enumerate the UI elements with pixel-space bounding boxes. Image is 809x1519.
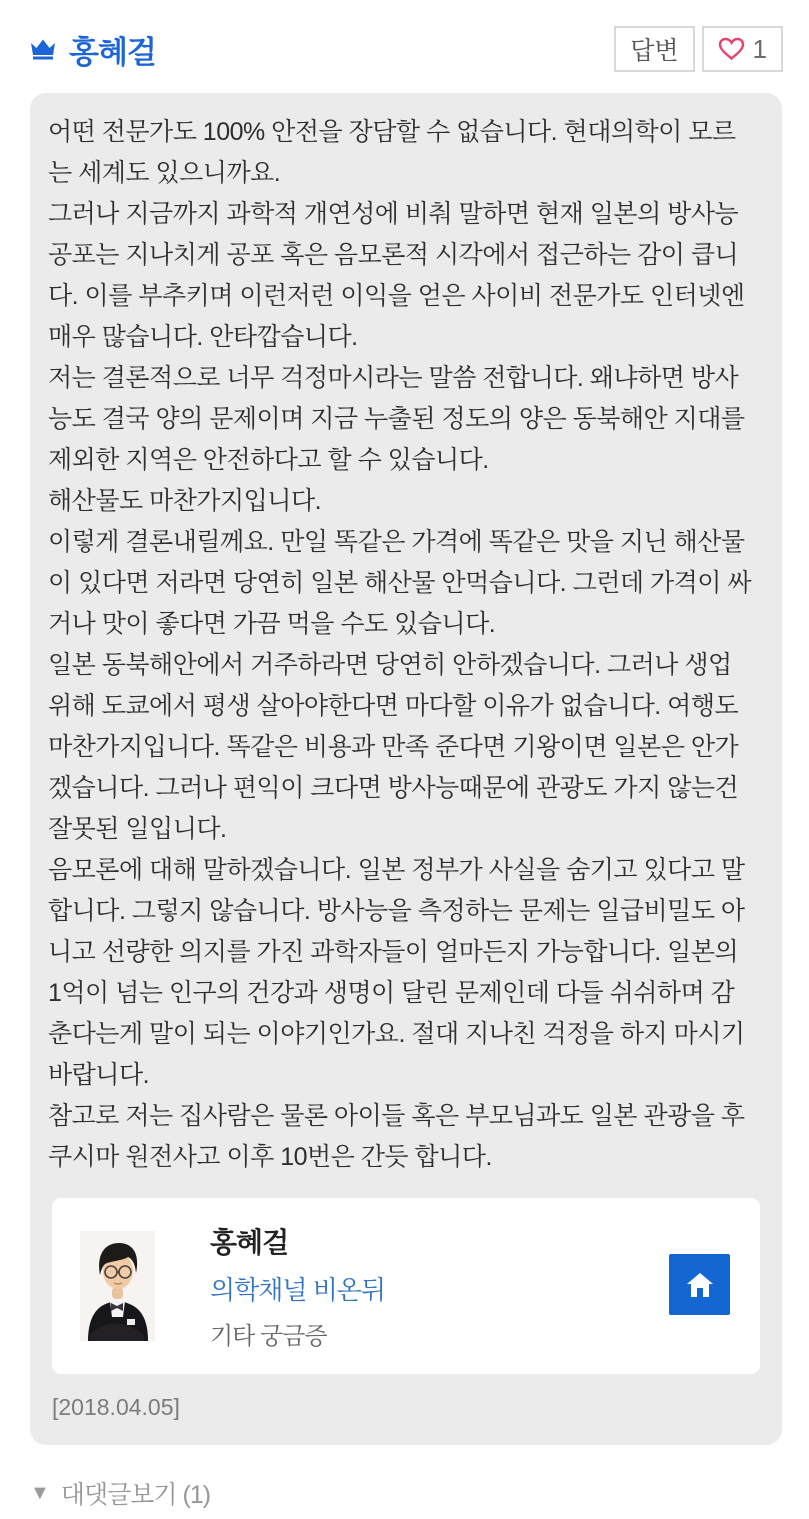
answer-text xyxy=(48,112,756,1178)
answer-body-box xyxy=(30,93,782,1445)
header-buttons xyxy=(614,26,783,72)
like-count: 1 xyxy=(752,33,767,64)
expert-profile-card[interactable] xyxy=(52,1198,760,1374)
answer-paragraph: 어떤 전문가도 100% 안전을 장담할 수 없습니다. 현대의학이 모르는 세계도 있으니까요. xyxy=(48,118,736,187)
answer-date: [2018.04.05] xyxy=(52,1394,180,1420)
profile-channel-link[interactable]: 의학채널 비온뒤 xyxy=(210,1275,386,1305)
answer-paragraph: 해산물도 마찬가지입니다. xyxy=(48,487,322,515)
crown-icon xyxy=(30,38,56,60)
answer-paragraph: 저는 결론적으로 너무 걱정마시라는 말씀 전합니다. 왜냐하면 방사능도 결국 양의 문제이며 지금 누출된 정도의 양은 동북해안 지대를 제외한 지역은 안전하다고 할 수 있습니다. xyxy=(48,364,745,474)
profile-info xyxy=(210,1221,385,1351)
view-replies-toggle[interactable] xyxy=(30,1475,210,1511)
profile-name: 홍혜걸 xyxy=(210,1227,289,1258)
answer-paragraph: 음모론에 대해 말하겠습니다. 일본 정부가 사실을 숨기고 있다고 말합니다. 그렇지 않습니다. 방사능을 측정하는 문제는 일급비밀도 아니고 선량한 의지를 가진 과학자들이 얼마든지 가능합니다. 일본의 1억이 넘는 인구의 건강과 생명이 달린 문제인데 다들 쉬쉬하며 감춘다는게 말이 되는 이야기인가요. 절대 지나친 걱정을 하지 마시기 바랍니다. xyxy=(48,856,745,1089)
author-name: 홍혜걸 xyxy=(69,34,156,70)
answer-header xyxy=(0,0,809,72)
answer-paragraph: 이렇게 결론내릴께요. 만일 똑같은 가격에 똑같은 맛을 지닌 해산물이 있다면 저라면 당연히 일본 해산물 안먹습니다. 그런데 가격이 싸거나 맛이 좋다면 가끔 먹을 수도 있습니다. xyxy=(48,528,752,638)
answer-paragraph: 그러나 지금까지 과학적 개연성에 비춰 말하면 현재 일본의 방사능 공포는 지나치게 공포 혹은 음모론적 시각에서 접근하는 감이 큽니다. 이를 부추키며 이런저런 이익을 얻은 사이비 전문가도 인터넷엔 매우 많습니다. 안타깝습니다. xyxy=(48,200,745,351)
profile-photo xyxy=(80,1231,155,1341)
reply-button[interactable] xyxy=(614,26,694,72)
like-button[interactable] xyxy=(702,26,783,72)
author-block xyxy=(30,27,156,72)
view-replies-label: 대댓글보기 (1) xyxy=(60,1481,211,1509)
triangle-down-icon: ▼ xyxy=(30,1481,49,1504)
answer-paragraph: 참고로 저는 집사람은 물론 아이들 혹은 부모님과도 일본 관광을 후쿠시마 원전사고 이후 10번은 간듯 합니다. xyxy=(48,1102,745,1171)
profile-category: 기타 궁금증 xyxy=(210,1323,327,1350)
heart-outline-icon xyxy=(718,37,745,61)
home-button[interactable] xyxy=(669,1254,730,1315)
answer-paragraph: 일본 동북해안에서 거주하라면 당연히 안하겠습니다. 그러나 생업 위해 도쿄에서 평생 살아야한다면 마다할 이유가 없습니다. 여행도 마찬가지입니다. 똑같은 비용과 만족 준다면 기왕이면 일본은 안가겠습니다. 그러나 편익이 크다면 방사능때문에 관광도 가지 않는건 잘못된 일입니다. xyxy=(48,651,739,843)
home-icon xyxy=(685,1271,715,1299)
reply-button-label: 답변 xyxy=(630,37,679,65)
